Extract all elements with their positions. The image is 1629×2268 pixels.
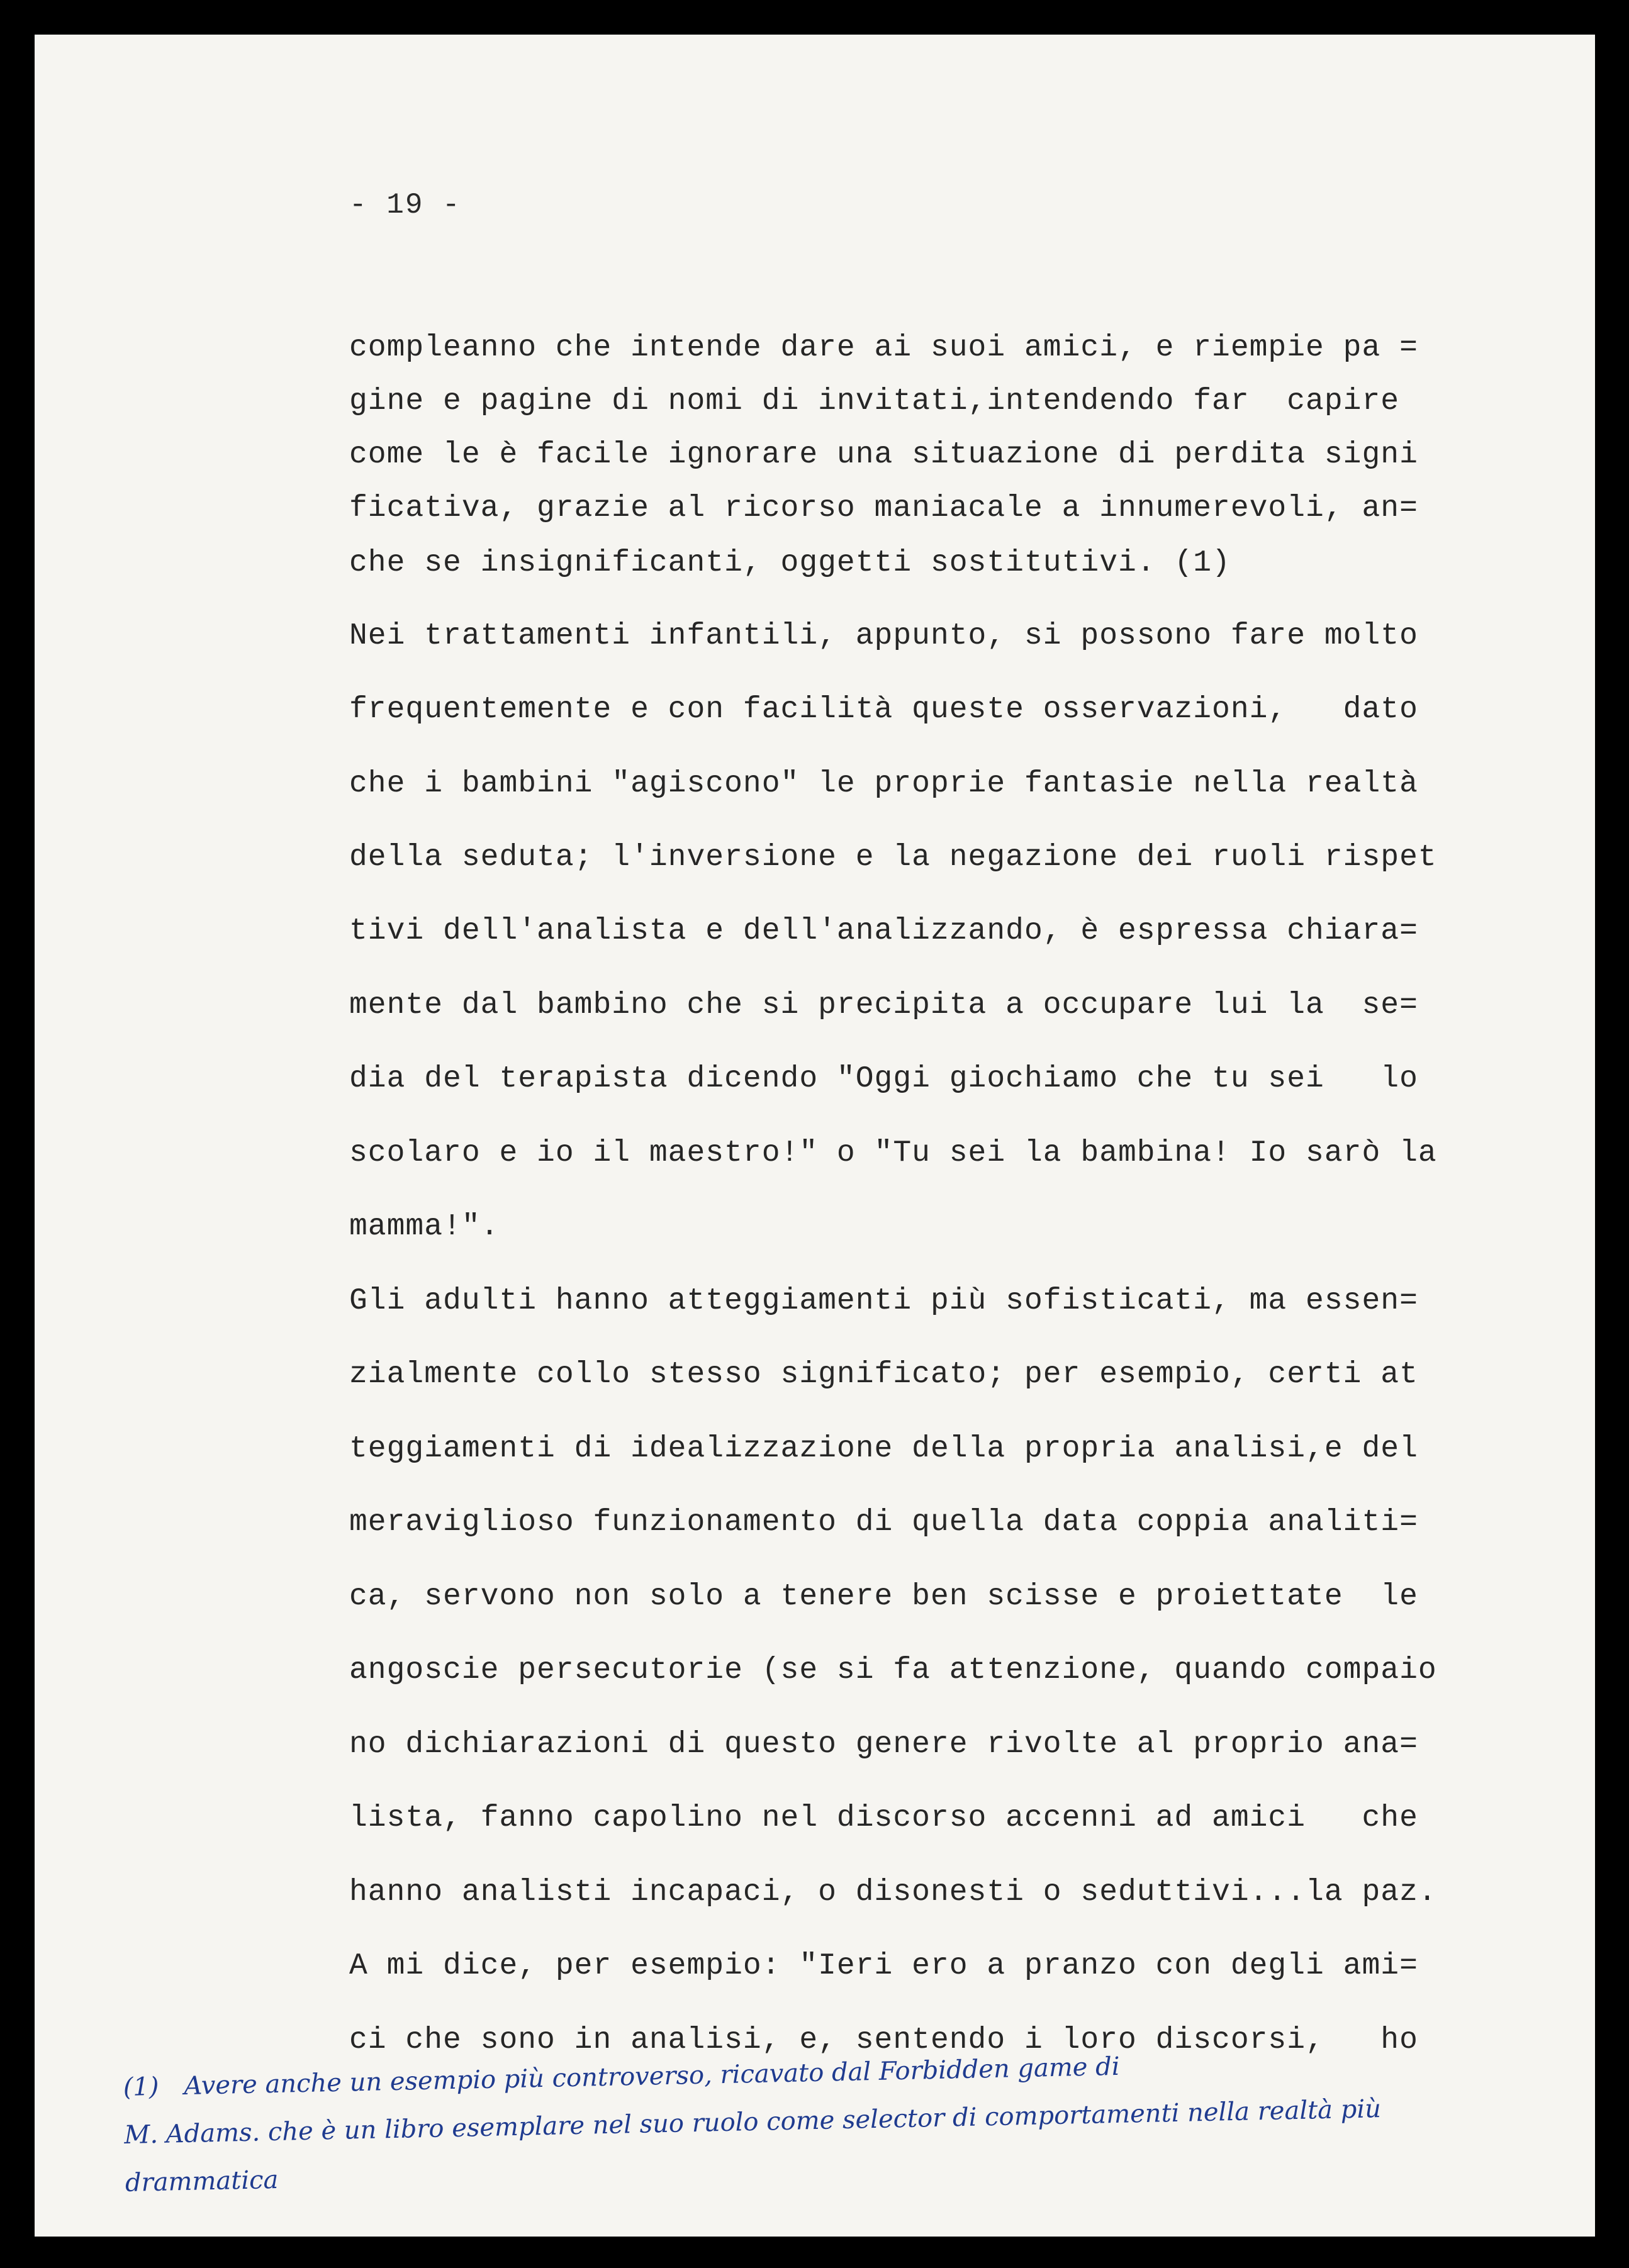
footnote-line: (1) Avere anche un esempio più controverso, ricavato dal Forbidden game di [123, 2052, 1121, 2102]
text-line: ca, servono non solo a tenere ben scisse e proiettate le [349, 1580, 1418, 1614]
text-line: no dichiarazioni di questo genere rivolte al proprio ana= [349, 1728, 1418, 1762]
text-line: ficativa, grazie al ricorso maniacale a innumerevoli, an= [349, 491, 1418, 525]
text-line: compleanno che intende dare ai suoi amici, e riempie pa = [349, 331, 1418, 365]
text-line: ci che sono in analisi, e, sentendo i loro discorsi, ho [349, 2023, 1418, 2057]
text-line: mente dal bambino che si precipita a occupare lui la se= [349, 988, 1418, 1022]
footnote-line: M. Adams. che è un libro esemplare nel suo ruolo come selector di comportamenti nella realtà più [123, 2094, 1382, 2150]
text-line: Gli adulti hanno atteggiamenti più sofisticati, ma essen= [349, 1284, 1418, 1318]
text-line: mamma!". [349, 1210, 500, 1244]
text-line: A mi dice, per esempio: "Ieri ero a pranzo con degli ami= [349, 1949, 1418, 1983]
text-line: Nei trattamenti infantili, appunto, si possono fare molto [349, 619, 1418, 653]
footnote-marker: (1) [123, 2072, 159, 2102]
text-line: hanno analisti incapaci, o disonesti o seduttivi...la paz. [349, 1875, 1437, 1909]
handwritten-footnote [123, 2034, 1547, 2207]
page-number: - 19 - [349, 189, 461, 221]
text-line: scolaro e io il maestro!" o "Tu sei la bambina! Io sarò la [349, 1136, 1437, 1170]
text-line: come le è facile ignorare una situazione di perdita signi [349, 438, 1418, 472]
text-line: gine e pagine di nomi di invitati,intendendo far capire [349, 384, 1400, 418]
text-line: della seduta; l'inversione e la negazione dei ruoli rispet [349, 841, 1437, 874]
text-line: teggiamenti di idealizzazione della propria analisi,e del [349, 1432, 1418, 1466]
text-line: zialmente collo stesso significato; per esempio, certi at [349, 1358, 1418, 1392]
text-line: che se insignificanti, oggetti sostitutivi. (1) [349, 546, 1231, 580]
text-line: lista, fanno capolino nel discorso accenni ad amici che [349, 1801, 1418, 1835]
text-line: meraviglioso funzionamento di quella data coppia analiti= [349, 1505, 1418, 1539]
footnote-line: drammatica [125, 2165, 279, 2198]
document-page [35, 35, 1595, 2237]
text-line: dia del terapista dicendo "Oggi giochiamo che tu sei lo [349, 1062, 1418, 1096]
text-line: tivi dell'analista e dell'analizzando, è espressa chiara= [349, 914, 1418, 948]
text-line: angoscie persecutorie (se si fa attenzione, quando compaio [349, 1653, 1437, 1687]
text-line: frequentemente e con facilità queste osservazioni, dato [349, 693, 1418, 727]
text-line: che i bambini "agiscono" le proprie fantasie nella realtà [349, 767, 1418, 801]
